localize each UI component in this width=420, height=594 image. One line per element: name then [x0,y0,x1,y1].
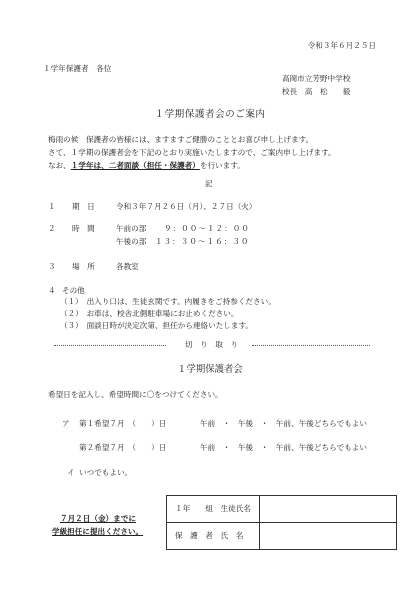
student-name-row [167,496,397,523]
name-table [166,495,397,550]
guardian-name-field[interactable] [259,523,396,550]
item-4-label: その他 [62,286,85,295]
item-2-number: ２ [48,224,56,233]
am-session-time: ９：００～１２：００ [164,224,250,233]
cut-label: 切 り 取 り [185,340,239,349]
item-1-number: １ [48,202,56,211]
option-a-marker: ア [62,419,70,428]
item-3-label: 場 所 [72,262,95,271]
pm-session-label: 午後の部 [116,237,147,246]
principal-name: 校長 高 松 毅 [282,87,351,96]
second-choice-times[interactable]: 午前 ・ 午後 ・ 午前、午後どちらでもよい [200,443,367,452]
school-name: 高岡市立芳野中学校 [282,74,351,83]
first-choice-date: 第１希望７月 （ ）日 [79,419,167,428]
cut-line-left [54,345,166,346]
item-1-label: 期 日 [72,202,95,211]
intro-line-2: さて、１学期の保護者会を下記のとおり実施いたしますので、ご案内申し上げます。 [48,148,336,157]
document-date: 令和３年６月２５日 [307,41,376,50]
deadline-line-2: 学級担任に提出ください。 [52,527,144,536]
intro-line-3 [48,162,245,170]
item-2-label: 時 間 [72,224,95,233]
option-b-text[interactable]: いつでもよい。 [79,468,133,477]
guardian-name-label: 保 護 者 氏 名 [167,523,260,550]
cut-line-right [252,345,370,346]
form-instruction: 希望日を記入し、希望時間に〇をつけてください。 [48,390,223,399]
intro-line-3-prefix: なお、 [48,161,71,170]
note-3: （３） 面談日時が決定次第、担任から連絡いたします。 [60,321,254,330]
second-choice-date: 第２希望７月 （ ）日 [79,443,167,452]
item-1-value: 令和３年７月２６日（月）、２７日（火） [116,202,257,211]
item-4-number: ４ [48,286,56,295]
deadline-line-1: ７月２日（金）までに [60,514,136,523]
first-choice-times[interactable]: 午前 ・ 午後 ・ 午前、午後どちらでもよい [200,419,367,428]
item-3-value: 各教室 [116,262,139,271]
note-2: （２） お車は、校舎北側駐車場にお止めください。 [60,309,239,318]
student-name-label: １年 組 生徒氏名 [167,496,260,523]
intro-line-3-suffix: を行います。 [199,161,245,170]
form-title: １学期保護者会 [177,364,243,375]
pm-session-time: １３：３０～１６：３０ [155,237,250,246]
guardian-name-row [167,523,397,550]
option-b-marker: イ [67,468,75,477]
document-title: １学期保護者会のご案内 [154,109,266,120]
interview-notice: １学年は、二者面談（担任・保護者） [70,161,200,170]
item-3-number: ３ [48,262,56,271]
student-name-field[interactable] [259,496,396,523]
note-1: （１） 出入り口は、生徒玄関です。内履きをご持参ください。 [60,297,276,306]
ki-mark: 記 [205,179,213,188]
intro-line-1: 梅雨の候 保護者の皆様には、ますますご健勝のこととお喜び申し上げます。 [48,135,314,144]
am-session-label: 午前の部 [116,224,147,233]
addressee: １学年保護者 各位 [43,64,112,73]
